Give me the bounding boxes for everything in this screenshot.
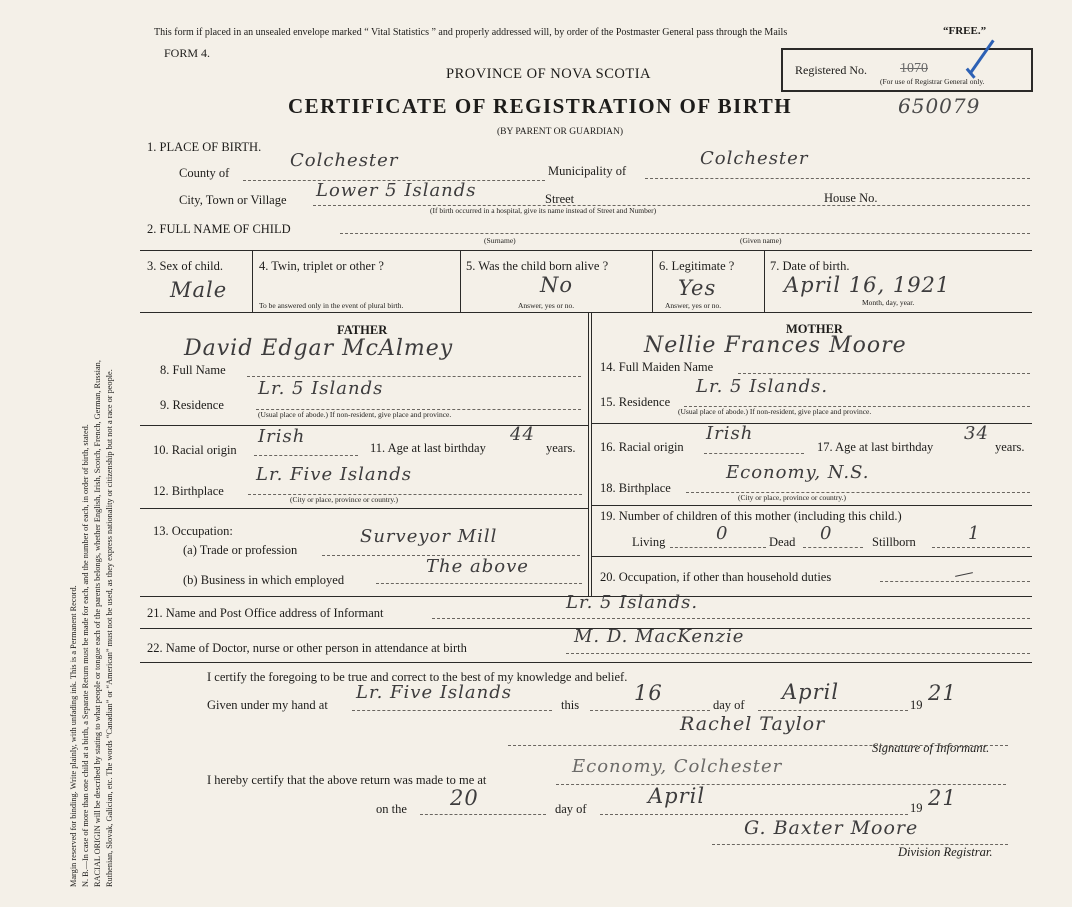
registrar-month: April xyxy=(648,784,706,808)
parents-divider xyxy=(588,313,589,596)
mail-notice: This form if placed in an unsealed envelope marked “ Vital Statistics ” and properly addressed will, by order of the Postmaster General pass through the Mails xyxy=(154,27,788,38)
father-heading: FATHER xyxy=(337,323,388,337)
margin-line-1: Margin reserved for binding. Write plainly, with unfading ink. This is a Permanent Record. xyxy=(69,585,78,887)
informant-signature-label: Signature of Informant. xyxy=(872,741,990,755)
mother-race-line xyxy=(704,453,804,454)
margin-line-2: N. B.—In case of more than one child at a birth, a Separate Return must be made for each, and the number of each, in order of birth, stated. xyxy=(81,424,90,887)
rule-cert-top xyxy=(140,662,1032,663)
dead-line xyxy=(803,547,863,548)
given-month: April xyxy=(782,680,840,704)
father-residence-note: (Usual place of abode.) If non-resident, give place and province. xyxy=(258,410,452,419)
city-value: Lower 5 Islands xyxy=(316,180,477,201)
father-birthplace-note: (City or place, province or country.) xyxy=(290,495,399,504)
registrar-year: 21 xyxy=(928,786,957,810)
divider-5-6 xyxy=(652,251,653,312)
divider-3-4 xyxy=(252,251,253,312)
dead-value: 0 xyxy=(820,523,833,544)
father-race-label: 10. Racial origin xyxy=(153,443,237,457)
informant-value: Lr. 5 Islands. xyxy=(566,592,699,613)
given-day: 16 xyxy=(634,681,663,705)
mother-heading: MOTHER xyxy=(786,322,843,336)
father-trade-label: (a) Trade or profession xyxy=(183,543,298,557)
given-day-line xyxy=(590,710,710,711)
registrar-day-of-label: day of xyxy=(555,802,587,816)
mother-years: years. xyxy=(995,440,1025,454)
registered-value: 1070 xyxy=(900,61,928,76)
municipality-line xyxy=(645,178,1030,179)
mother-occupation-label: 20. Occupation, if other than household duties xyxy=(600,570,832,584)
registered-label: Registered No. xyxy=(795,63,867,77)
birth-date-note: Month, day, year. xyxy=(862,298,915,307)
mother-birthplace-note: (City or place, province or country.) xyxy=(738,493,847,502)
city-label: City, Town or Village xyxy=(179,193,287,207)
father-birthplace-value: Lr. Five Islands xyxy=(256,464,413,485)
rule-mother-children-top xyxy=(592,505,1032,506)
father-years: years. xyxy=(546,441,576,455)
stillborn-value: 1 xyxy=(968,523,981,544)
stillborn-line xyxy=(932,547,1030,548)
given-name-note: (Given name) xyxy=(740,236,782,245)
mother-race-label: 16. Racial origin xyxy=(600,440,684,454)
stillborn-label: Stillborn xyxy=(872,535,916,549)
house-label: House No. xyxy=(824,191,878,205)
certify-statement: I certify the foregoing to be true and correct to the best of my knowledge and belief. xyxy=(207,670,628,684)
father-name-value: David Edgar McAlmey xyxy=(184,336,454,361)
given-place: Lr. Five Islands xyxy=(356,682,513,703)
alive-label: 5. Was the child born alive ? xyxy=(466,259,609,273)
municipality-value: Colchester xyxy=(700,148,809,169)
sex-label: 3. Sex of child. xyxy=(147,259,224,273)
registrar-place-line xyxy=(556,784,1006,785)
place-heading: 1. PLACE OF BIRTH. xyxy=(147,140,262,154)
rule-row3-top xyxy=(140,250,1032,251)
sex-value: Male xyxy=(170,278,228,302)
municipality-label: Municipality of xyxy=(548,164,627,178)
on-the-label: on the xyxy=(376,802,407,816)
parents-divider-2 xyxy=(591,313,592,596)
registrar-certify-statement: I hereby certify that the above return was made to me at xyxy=(207,773,487,787)
alive-value: No xyxy=(540,273,574,297)
mother-name-value: Nellie Frances Moore xyxy=(644,333,907,358)
hospital-note: (If birth occurred in a hospital, give its name instead of Street and Number) xyxy=(430,206,657,215)
given-place-line xyxy=(352,710,552,711)
mother-name-line xyxy=(738,373,1030,374)
father-name-line xyxy=(247,376,581,377)
registrar-place: Economy, Colchester xyxy=(572,756,783,777)
given-label: Given under my hand at xyxy=(207,698,328,712)
dead-label: Dead xyxy=(769,535,796,549)
mother-occupation-line xyxy=(880,581,1030,582)
street-label: Street xyxy=(545,192,575,206)
county-value: Colchester xyxy=(290,150,399,171)
child-name-line xyxy=(340,233,1030,234)
alive-note: Answer, yes or no. xyxy=(518,301,575,310)
informant-signature: Rachel Taylor xyxy=(680,713,826,735)
mother-age-label: 17. Age at last birthday xyxy=(817,440,934,454)
mother-children-label: 19. Number of children of this mother (including this child.) xyxy=(600,509,902,523)
birth-date-value: April 16, 1921 xyxy=(784,273,951,297)
living-line xyxy=(670,547,766,548)
margin-line-4: Ruthenian, Slovak, Galician, etc. The words “Canadian” or “American” must not be used, as they express nationality or citizenship but not a race or people. xyxy=(105,369,114,887)
informant-line xyxy=(432,618,1030,619)
registrar-month-line xyxy=(600,814,908,815)
living-label: Living xyxy=(632,535,666,549)
legitimate-note: Answer, yes or no. xyxy=(665,301,722,310)
legitimate-label: 6. Legitimate ? xyxy=(659,259,735,273)
doctor-line xyxy=(566,653,1030,654)
father-occupation-label: 13. Occupation: xyxy=(153,524,233,538)
father-business-line xyxy=(376,583,582,584)
mother-residence-label: 15. Residence xyxy=(600,395,671,409)
mother-age-value: 34 xyxy=(964,423,989,444)
registrar-signature: G. Baxter Moore xyxy=(744,817,919,839)
father-race-line xyxy=(254,455,358,456)
mother-occupation-dash-mark xyxy=(955,572,973,577)
certificate-subtitle: (BY PARENT OR GUARDIAN) xyxy=(497,127,624,137)
father-age-value: 44 xyxy=(510,424,535,445)
certificate-title: CERTIFICATE OF REGISTRATION OF BIRTH xyxy=(288,94,793,118)
rule-parents-top xyxy=(140,312,1032,313)
father-age-label: 11. Age at last birthday xyxy=(370,441,486,455)
registered-note: (For use of Registrar General only. xyxy=(880,77,985,86)
mother-residence-value: Lr. 5 Islands. xyxy=(696,376,829,397)
father-business-label: (b) Business in which employed xyxy=(183,573,345,587)
mother-race-value: Irish xyxy=(706,423,754,444)
province-heading: PROVINCE OF NOVA SCOTIA xyxy=(446,66,651,82)
registrar-day: 20 xyxy=(450,786,479,810)
registrar-year-prefix: 19 xyxy=(910,801,923,815)
given-year: 21 xyxy=(928,681,957,705)
informant-label: 21. Name and Post Office address of Informant xyxy=(147,606,384,620)
surname-note: (Surname) xyxy=(484,236,516,245)
twin-label: 4. Twin, triplet or other ? xyxy=(259,259,384,273)
child-name-heading: 2. FULL NAME OF CHILD xyxy=(147,222,291,236)
father-name-label: 8. Full Name xyxy=(160,363,226,377)
this-label: this xyxy=(561,698,580,712)
doctor-label: 22. Name of Doctor, nurse or other person in attendance at birth xyxy=(147,641,467,655)
mother-name-label: 14. Full Maiden Name xyxy=(600,360,714,374)
free-notice: “FREE.” xyxy=(943,25,987,37)
county-label: County of xyxy=(179,166,230,180)
margin-instructions xyxy=(68,67,116,887)
registrar-day-line xyxy=(420,814,546,815)
given-year-prefix: 19 xyxy=(910,698,923,712)
father-business-value: The above xyxy=(426,556,529,577)
day-of-label: day of xyxy=(713,698,745,712)
divider-6-7 xyxy=(764,251,765,312)
mother-residence-note: (Usual place of abode.) If non-resident, give place and province. xyxy=(678,407,872,416)
father-residence-value: Lr. 5 Islands xyxy=(258,378,384,399)
mother-birthplace-value: Economy, N.S. xyxy=(726,462,870,483)
margin-line-3: RACIAL ORIGIN will be described by stating to what people or tongue each of the parents belongs, whether English, Irish, Scotch, French, German, Russian, xyxy=(93,360,102,887)
father-trade-value: Surveyor Mill xyxy=(360,526,498,547)
living-value: 0 xyxy=(716,523,729,544)
divider-4-5 xyxy=(460,251,461,312)
rule-father-occ-top xyxy=(140,508,588,509)
given-month-line xyxy=(758,710,908,711)
form-number: FORM 4. xyxy=(164,46,211,60)
father-birthplace-label: 12. Birthplace xyxy=(153,484,224,498)
doctor-value: M. D. MacKenzie xyxy=(574,626,745,647)
city-line xyxy=(313,205,1030,206)
registrar-label: Division Registrar. xyxy=(898,845,993,859)
father-residence-label: 9. Residence xyxy=(160,398,224,412)
birth-date-label: 7. Date of birth. xyxy=(770,259,850,273)
twin-note: To be answered only in the event of plural birth. xyxy=(259,301,404,310)
father-race-value: Irish xyxy=(258,426,306,447)
rule-mother-occ-top xyxy=(592,556,1032,557)
legitimate-value: Yes xyxy=(678,276,717,300)
hand-register-number: 650079 xyxy=(898,94,981,118)
mother-birthplace-label: 18. Birthplace xyxy=(600,481,671,495)
